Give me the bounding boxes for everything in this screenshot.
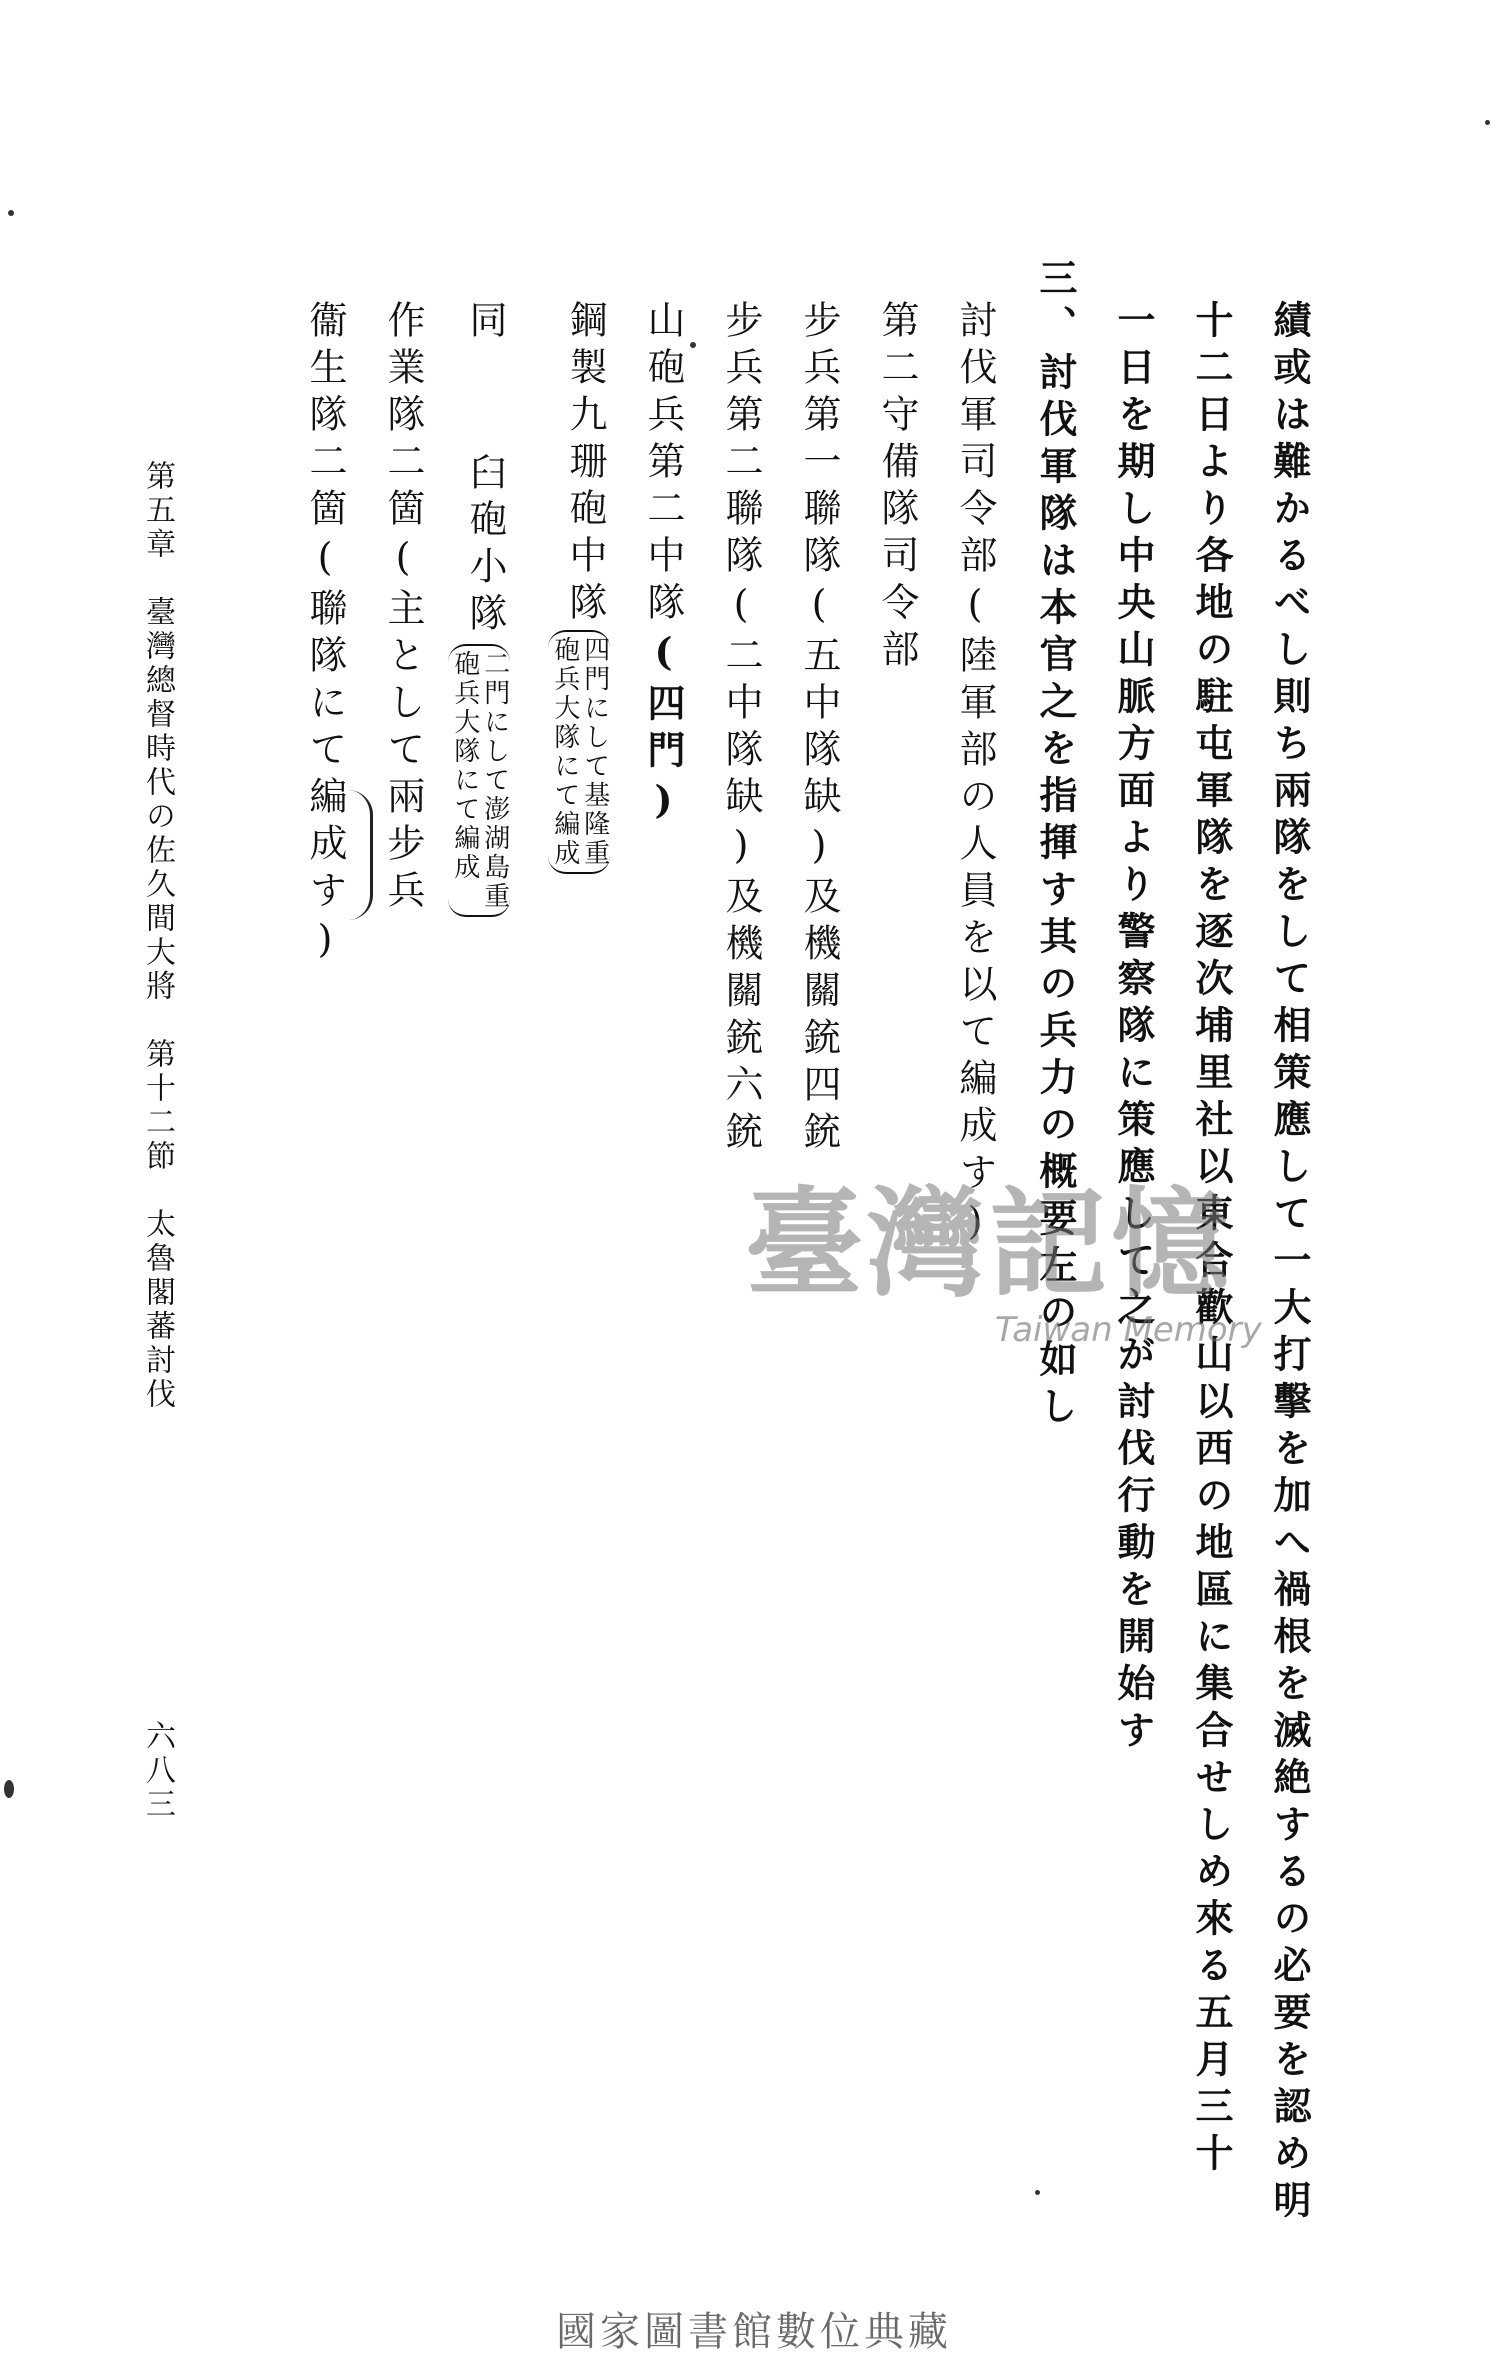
- list-item-mortar-platoon: [463, 452, 507, 640]
- section-number: 三、: [1033, 258, 1078, 352]
- note-line-1: 四門にして基隆重: [579, 636, 610, 868]
- scan-speck: [1485, 120, 1490, 125]
- body-line-3: 一日を期し中央山脈方面より警察隊に策應して之が討伐行動を開始す: [1111, 300, 1156, 1757]
- page-number: 六八三: [140, 1720, 175, 1822]
- list-item-main: 同: [463, 300, 507, 347]
- list-item-paren: (四門): [641, 629, 686, 831]
- body-line-2: 十二日より各地の駐屯軍隊を逐次埔里社以東合歡山以西の地區に集合せしめ來る五月三十: [1189, 300, 1234, 2180]
- list-item-work-units: [381, 300, 425, 917]
- note-mortar-platoon: [448, 644, 510, 917]
- list-item-main: 衞生隊二箇: [303, 300, 347, 535]
- list-item-main: 步兵第一聯隊: [797, 300, 841, 582]
- scan-speck: [4, 1780, 14, 1798]
- list-item-paren: (主として兩步兵: [381, 535, 425, 917]
- note-line-2: 砲兵大隊にて編成: [549, 636, 580, 868]
- list-item-sub: 臼砲小隊: [463, 452, 507, 640]
- running-head: 第五章 臺灣總督時代の佐久間大將 第十二節 太魯閣蕃討伐: [140, 460, 175, 1412]
- body-line-1: 績或は難かるべし則ち兩隊をして相策應して一大打擊を加へ禍根を滅絶するの必要を認め明: [1267, 300, 1312, 2227]
- list-item-main: 第二守備隊司令部: [875, 300, 919, 676]
- scan-speck: [8, 210, 14, 216]
- list-item-sanitary-units: [303, 300, 347, 970]
- list-item-paren: (五中隊缺): [797, 582, 841, 876]
- list-item-paren: (聯隊にて編成す): [303, 535, 347, 970]
- archive-footer: 國家圖書館數位典藏: [556, 2309, 952, 2355]
- list-item-tail: 及機關銃四銃: [797, 876, 841, 1158]
- list-item-main: 鋼製九珊砲中隊: [563, 300, 607, 629]
- scan-speck: [1035, 2190, 1040, 2195]
- note-line-1: 二門にして澎湖島重: [479, 650, 510, 911]
- list-item-main: 作業隊二箇: [381, 300, 425, 535]
- scan-speck: [690, 342, 696, 348]
- section-text: 討伐軍隊は本官之を指揮す其の兵力の概要左の如し: [1033, 352, 1078, 1433]
- note-steel-gun-company: [548, 630, 610, 874]
- list-item-garrison-hq: [875, 300, 919, 676]
- list-item-main: 討伐軍司令部: [953, 300, 997, 582]
- list-item-infantry-2: [719, 300, 763, 1158]
- list-item-mountain-artillery: [641, 300, 686, 831]
- grouping-brace: [348, 790, 373, 920]
- list-item-same: [463, 300, 507, 347]
- list-item-infantry-1: [797, 300, 841, 1158]
- list-item-paren: (陸軍部の人員を以て編成す): [953, 582, 997, 1252]
- note-line-2: 砲兵大隊にて編成: [449, 650, 480, 882]
- list-item-tail: 及機關銃六銃: [719, 876, 763, 1158]
- list-item-main: 步兵第二聯隊: [719, 300, 763, 582]
- watermark-subtitle: Taiwan Memory: [995, 1310, 1262, 1350]
- list-item-main: 山砲兵第二中隊: [641, 300, 685, 629]
- list-item-steel-gun-company: [563, 300, 607, 629]
- list-item-paren: (二中隊缺): [719, 582, 763, 876]
- watermark-logo: 臺灣記憶: [745, 1175, 1234, 1313]
- list-item-hq: [953, 300, 997, 1252]
